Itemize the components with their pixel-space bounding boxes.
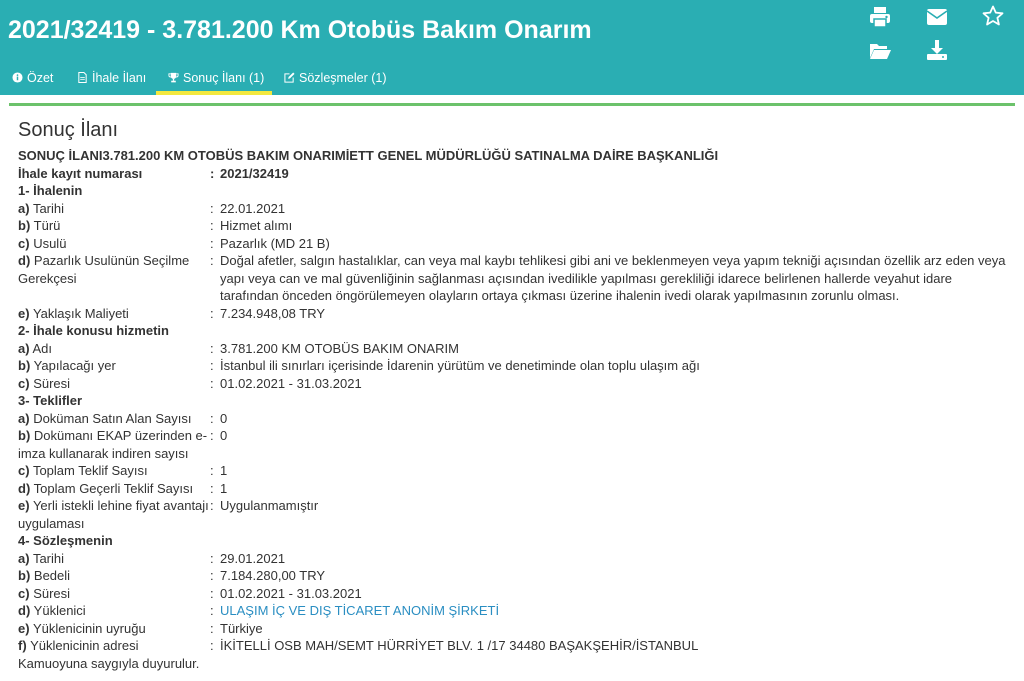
page-title: 2021/32419 - 3.781.200 Km Otobüs Bakım Onarım: [8, 16, 592, 44]
field-value: Pazarlık (MD 21 B): [220, 235, 330, 251]
app-header: [0, 0, 1024, 95]
field-label: Tarihi: [32, 200, 65, 216]
field-row: [18, 585, 1008, 603]
field-label: Doküman Satın Alan Sayısı: [33, 410, 192, 426]
field-label: Yüklenicinin uyruğu: [32, 620, 146, 636]
field-letter: f): [18, 638, 27, 653]
info-circle-icon: [12, 72, 23, 83]
field-letter: c): [18, 585, 30, 601]
field-label: Adı: [32, 340, 52, 356]
field-value: 01.02.2021 - 31.03.2021: [220, 375, 362, 391]
field-letter: b): [18, 568, 31, 583]
field-letter: b): [18, 218, 31, 233]
field-value: 7.184.280,00 TRY: [220, 568, 326, 583]
field-letter: a): [18, 340, 30, 356]
field-row: [18, 602, 1008, 620]
field-label: Toplam Geçerli Teklif Sayısı: [33, 480, 194, 496]
colon: :: [210, 568, 214, 583]
field-row: [18, 637, 1008, 655]
field-value: 1: [220, 463, 228, 478]
field-row: [18, 462, 1008, 480]
print-icon[interactable]: [868, 5, 892, 29]
colon: :: [210, 165, 215, 181]
colon: :: [210, 410, 214, 426]
tab-ozet[interactable]: [12, 60, 53, 95]
field-label: İhale kayıt numarası: [18, 165, 143, 181]
colon: :: [210, 620, 214, 636]
field-letter: d): [18, 603, 31, 618]
folder-open-icon[interactable]: [868, 39, 892, 63]
active-tab-indicator: [156, 91, 272, 95]
section-heading: 3- Teklifler: [18, 393, 83, 408]
colon: :: [210, 463, 214, 478]
field-letter: d): [18, 253, 31, 268]
notice-heading: SONUÇ İLANI3.781.200 KM OTOBÜS BAKIM ONARIMİETT GENEL MÜDÜRLÜĞÜ SATINALMA DAİRE BAŞKANLIĞI: [18, 148, 719, 163]
field-label: Tarihi: [32, 550, 65, 566]
tab-ihale-ilani[interactable]: [77, 60, 146, 95]
colon: :: [210, 253, 214, 268]
colon: :: [210, 638, 214, 653]
field-row: [18, 550, 1008, 568]
kayit-row: [18, 165, 1008, 183]
tab-label: Özet: [27, 70, 54, 85]
colon: :: [210, 218, 214, 233]
tab-label: Sözleşmeler (1): [299, 70, 387, 85]
field-value: 01.02.2021 - 31.03.2021: [220, 585, 362, 601]
field-letter: e): [18, 620, 30, 636]
tab-label: İhale İlanı: [92, 70, 147, 85]
field-value: Doğal afetler, salgın hastalıklar, can veya mal kaybı tehlikesi gibi ani ve beklenmeyen veya yapım tekniği açısından özellik arz eden veya yapı veya can ve mal güvenliğinin sağlanması açısından ivedilikle yapılması gerekliliği idarece belirlenen hallerde veyahut idare tarafından önceden öngörülemeyen olayların ortaya çıkması üzerine ihalenin ivedi olarak yapılmasının zorunlu olması.: [220, 253, 1006, 303]
colon: :: [210, 305, 214, 321]
field-letter: a): [18, 410, 30, 426]
field-value: 7.234.948,08 TRY: [220, 305, 326, 321]
field-label: Türü: [33, 218, 61, 233]
field-value: 3.781.200 KM OTOBÜS BAKIM ONARIM: [220, 340, 459, 356]
tab-sozlesmeler[interactable]: [284, 60, 387, 95]
field-value: 2021/32419: [220, 165, 289, 181]
colon: :: [210, 480, 214, 496]
field-value: 1: [220, 480, 228, 496]
field-letter: a): [18, 550, 30, 566]
section-heading: 4- Sözleşmenin: [18, 533, 113, 548]
colon: :: [210, 498, 214, 513]
field-row: [18, 305, 1008, 323]
result-notice: [18, 117, 1008, 672]
field-value: Türkiye: [220, 620, 263, 636]
field-row: [18, 375, 1008, 393]
field-label: Yaklaşık Maliyeti: [32, 305, 129, 321]
colon: :: [210, 585, 214, 601]
section-heading: 2- İhale konusu hizmetin: [18, 323, 169, 338]
field-value: Uygulanmamıştır: [220, 498, 319, 513]
field-label: Süresi: [33, 375, 71, 391]
field-letter: c): [18, 375, 30, 391]
colon: :: [210, 428, 214, 443]
field-letter: d): [18, 480, 31, 496]
field-row: [18, 357, 1008, 375]
field-label: Yerli istekli lehine fiyat avantajı uygulaması: [18, 498, 209, 531]
field-row: [18, 340, 1008, 358]
download-icon[interactable]: [925, 38, 949, 62]
field-row: [18, 252, 1008, 305]
field-value: 22.01.2021: [220, 200, 286, 216]
field-letter: c): [18, 235, 30, 251]
field-label: Dokümanı EKAP üzerinden e-imza kullanarak indiren sayısı: [18, 428, 208, 461]
field-letter: b): [18, 428, 31, 443]
field-label: Bedeli: [33, 568, 71, 583]
section-title: Sonuç İlanı: [18, 119, 119, 141]
field-label: Yapılacağı yer: [33, 358, 116, 373]
field-value: İstanbul ili sınırları içerisinde İdarenin yürütüm ve denetiminde olan toplu ulaşım ağı: [220, 358, 700, 373]
divider: [9, 103, 1015, 106]
field-value: 0: [220, 428, 228, 443]
field-row: [18, 497, 1008, 532]
field-label: Yüklenici: [33, 603, 86, 618]
colon: :: [210, 358, 214, 373]
section-heading: 1- İhalenin: [18, 183, 83, 198]
field-letter: b): [18, 358, 31, 373]
trophy-icon: [168, 72, 179, 83]
field-value: İKİTELLİ OSB MAH/SEMT HÜRRİYET BLV. 1 /17 34480 BAŞAKŞEHİR/İSTANBUL: [220, 638, 699, 653]
field-row: [18, 410, 1008, 428]
tab-sonuc-ilani[interactable]: [168, 60, 264, 95]
closing-text: Kamuoyuna saygıyla duyurulur.: [18, 655, 200, 671]
file-icon: [77, 72, 88, 83]
field-row: [18, 217, 1008, 235]
colon: :: [210, 550, 214, 566]
field-row: [18, 235, 1008, 253]
field-label: Süresi: [33, 585, 71, 601]
field-row: [18, 567, 1008, 585]
field-label: Pazarlık Usulünün Seçilme Gerekçesi: [18, 253, 190, 286]
field-row: [18, 620, 1008, 638]
field-row: [18, 480, 1008, 498]
star-icon[interactable]: [981, 4, 1005, 28]
field-letter: c): [18, 463, 30, 478]
field-value: 0: [220, 410, 228, 426]
colon: :: [210, 603, 214, 618]
field-label: Toplam Teklif Sayısı: [32, 463, 148, 478]
field-row: [18, 427, 1008, 462]
colon: :: [210, 375, 214, 391]
field-label: Yüklenicinin adresi: [30, 638, 139, 653]
contractor-link[interactable]: ULAŞIM İÇ VE DIŞ TİCARET ANONİM ŞİRKETİ: [220, 603, 500, 618]
pencil-square-icon: [284, 72, 295, 83]
field-letter: e): [18, 305, 30, 321]
field-label: Usulü: [33, 235, 67, 251]
field-letter: a): [18, 200, 30, 216]
field-letter: e): [18, 498, 30, 513]
tab-label: Sonuç İlanı (1): [183, 70, 265, 85]
colon: :: [210, 340, 214, 356]
field-value: 29.01.2021: [220, 550, 286, 566]
colon: :: [210, 235, 214, 251]
colon: :: [210, 200, 214, 216]
field-row: [18, 200, 1008, 218]
envelope-icon[interactable]: [925, 5, 949, 29]
field-value: Hizmet alımı: [220, 218, 293, 233]
